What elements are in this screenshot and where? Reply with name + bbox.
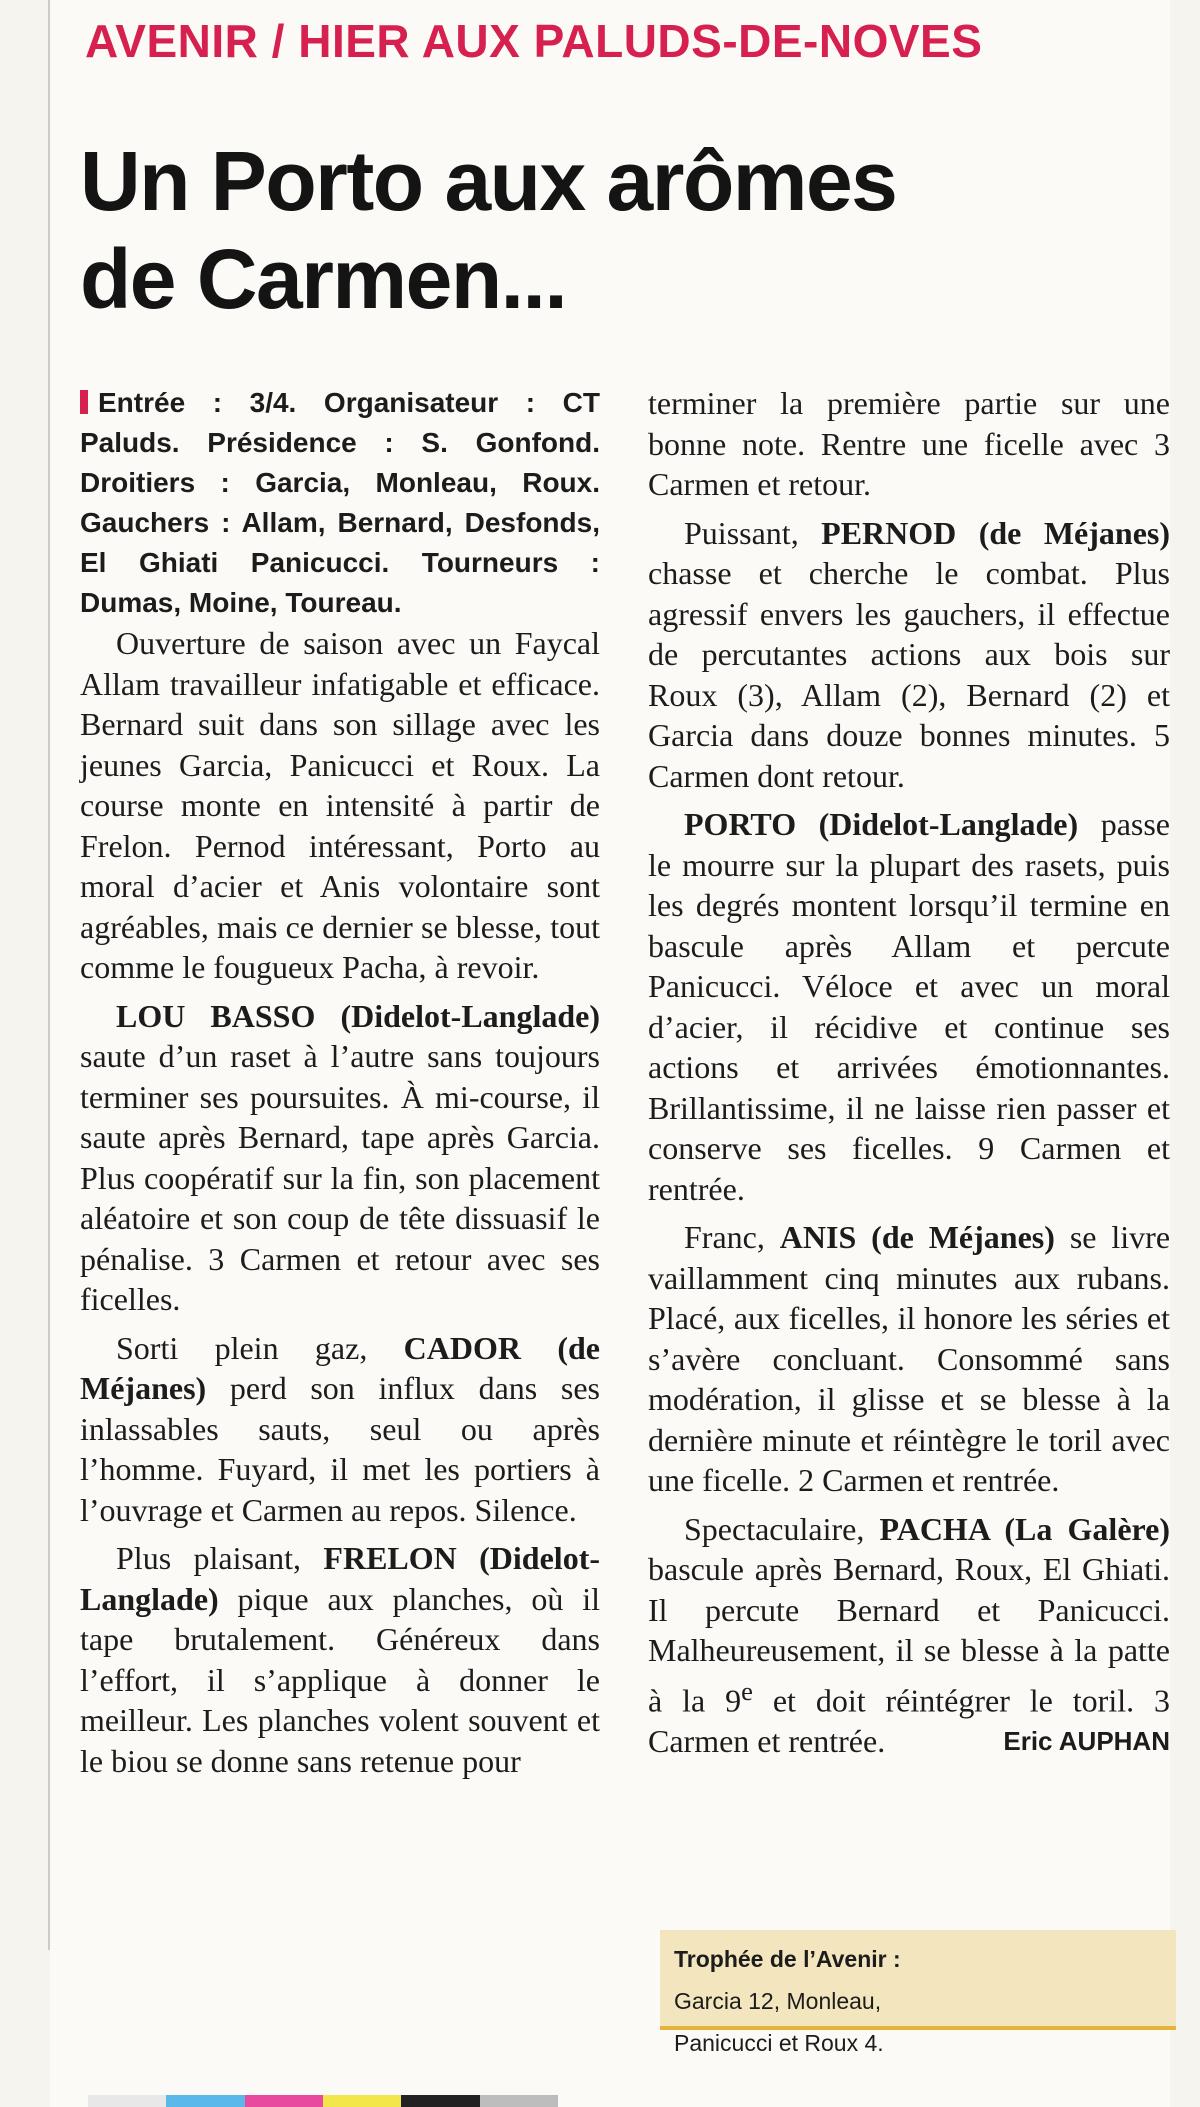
article-paragraph: Franc, ANIS (de Méjanes) se livre vaillamment cinq minutes aux rubans. Placé, aux ficelles, il honore les séries et s’avère concluant. Consommé sans modération, il glisse et se blesse à la dernière minute et réintègre le toril avec une ficelle. 2 Carmen et rentrée. [648,1219,1171,1498]
section-kicker: AVENIR / HIER AUX PALUDS-DE-NOVES [85,15,983,67]
article-paragraph: Spectaculaire, PACHA (La Galère) bascule après Bernard, Roux, El Ghiati. Il percute Bernard et Panicucci. Malheureusement, il se blesse à la patte à la 9e et doit réintégrer le toril. 3 Carmen et rentrée. [648,1510,1171,1759]
author-signature: Eric AUPHAN [1003,1726,1170,1757]
headline-line-1: Un Porto aux arômes [80,134,897,228]
print-color-bar [88,2095,558,2107]
intro-box [80,383,600,623]
bull-name: ANIS (de Méjanes) [779,1219,1055,1255]
bull-name: PACHA (La Galère) [879,1510,1170,1547]
headline [80,132,1080,328]
article-paragraph: Ouverture de saison avec un Faycal Allam travailleur infatigable et efficace. Bernard suit dans son sillage avec les jeunes Garcia, Panicucci et Roux. La course monte en intensité à partir de Frelon. Pernod intéressant, Porto au moral d’acier et Anis volontaire sont agréables, mais ce dernier se blesse, tout comme le fougueux Pacha, à revoir. [80,625,600,985]
trophy-box [660,1930,1176,2056]
bull-name: PORTO (Didelot-Langlade) [684,806,1079,842]
bull-name: CADOR (de Méjanes) [80,1329,601,1406]
article-paragraph: Plus plaisant, FRELON (Didelot-Langlade) pique aux planches, où il tape brutalement. Généreux dans l’effort, il s’applique à donner le meilleur. Les planches volent souvent et le biou se donne sans retenue pour [80,1540,600,1779]
article-column-left [80,383,600,1781]
bullet-marker-icon [80,390,88,414]
article-paragraph: LOU BASSO (Didelot-Langlade) saute d’un raset à l’autre sans toujours terminer ses poursuites. À mi-course, il saute après Bernard, tape après Garcia. Plus coopératif sur la fin, son placement aléatoire et son coup de tête dissuasif le pénalise. 3 Carmen et retour avec ses ficelles. [80,997,600,1317]
bull-name: PERNOD (de Méjanes) [821,514,1171,551]
article-paragraph: Sorti plein gaz, CADOR (de Méjanes) perd son influx dans ses inlassables sauts, seul ou après l’homme. Fuyard, il met les portiers à l’ouvrage et Carmen au repos. Silence. [80,1329,601,1528]
trophy-line-2: Panicucci et Roux 4. [674,2030,884,2056]
article-column-right [648,383,1170,1761]
trophy-line-1: Trophée de l’Avenir : Garcia 12, Monleau, [674,1946,901,2014]
intro-text: Entrée : 3/4. Organisateur : CT Paluds. Présidence : S. Gonfond. Droitiers : Garcia, Monleau, Roux. Gauchers : Allam, Bernard, Desfonds, El Ghiati Panicucci. Tourneurs : Dumas, Moine, Toureau. [80,387,600,618]
page-edge-rule [48,0,50,1950]
bull-name: LOU BASSO (Didelot-Langlade) [116,997,600,1034]
bull-name: FRELON (Didelot-Langlade) [80,1540,600,1617]
headline-line-2: de Carmen... [80,232,567,326]
article-paragraph: terminer la première partie sur une bonne note. Rentre une ficelle avec 3 Carmen et retour. [648,385,1170,502]
article-paragraph: Puissant, PERNOD (de Méjanes) chasse et cherche le combat. Plus agressif envers les gauchers, il effectue de percutantes actions aux bois sur Roux (3), Allam (2), Bernard (2) et Garcia dans douze bonnes minutes. 5 Carmen dont retour. [648,514,1171,794]
article-paragraph: PORTO (Didelot-Langlade) passe le mourre sur la plupart des rasets, puis les degrés montent lorsqu’il termine en bascule après Allam et percute Panicucci. Véloce et avec un moral d’acier, il récidive et continue ses actions et arrivées émotionnantes. Brillantissime, il ne laisse rien passer et conserve ses ficelles. 9 Carmen et rentrée. [648,806,1170,1207]
